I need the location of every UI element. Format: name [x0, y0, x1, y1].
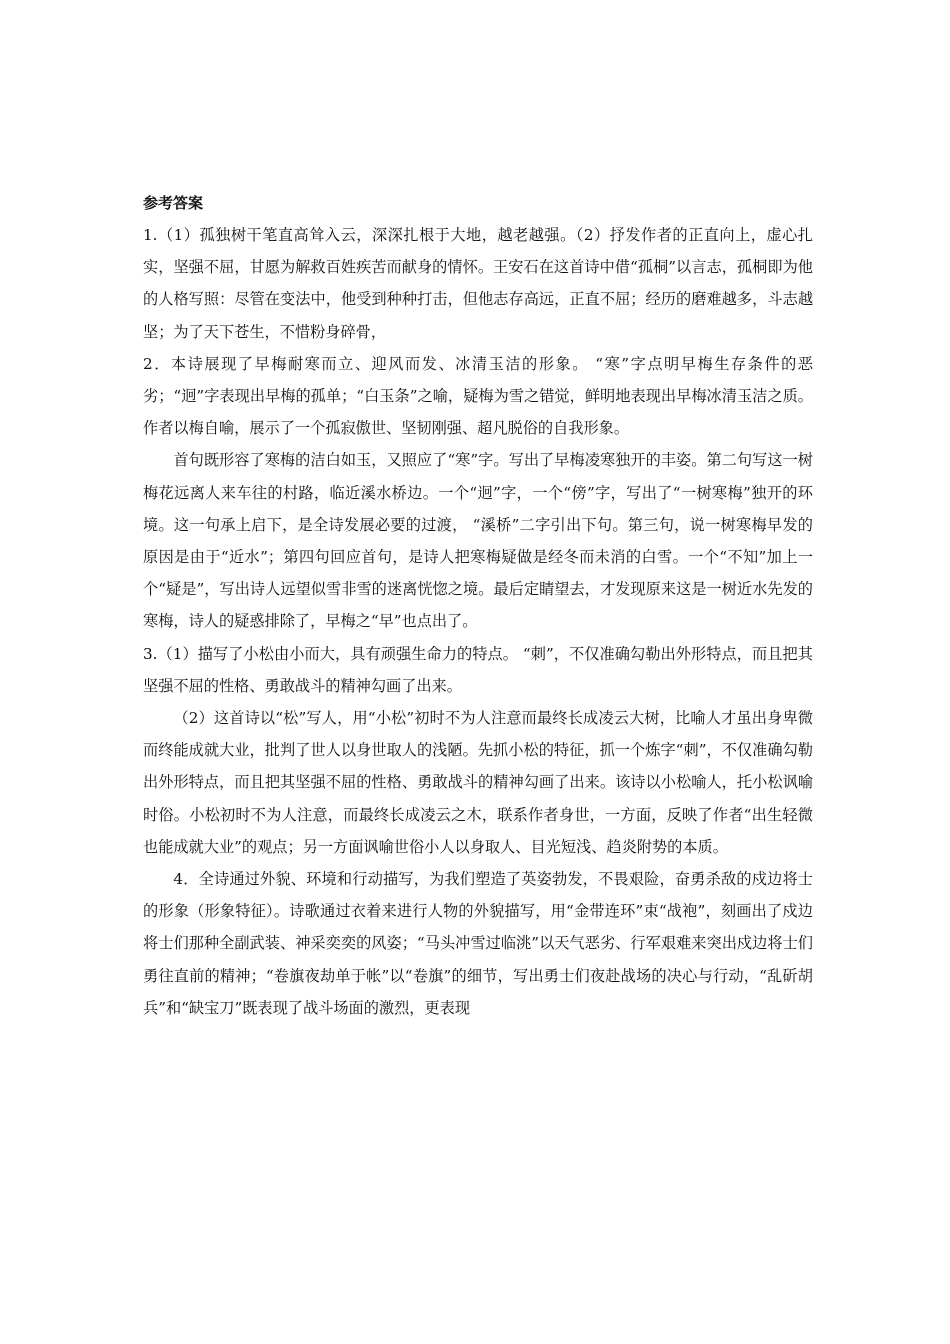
answer-2-analysis-paragraph: 首句既形容了寒梅的洁白如玉，又照应了“寒”字。写出了早梅凌寒独开的丰姿。第二句写这一树梅花远离人来车往的村路，临近溪水桥边。一个“迥”字，一个“傍”字，写出了“一树寒梅”独开的环境。这一句承上启下，是全诗发展必要的过渡， “溪桥”二字引出下句。第三句，说一树寒梅早发的原因是由于“近水”；第四句回应首句，是诗人把寒梅疑做是经冬而未消的白雪。一个“不知”加上一个“疑是”，写出诗人远望似雪非雪的迷离恍惚之境。最后定睛望去，才发现原来这是一树近水先发的寒梅，诗人的疑惑排除了，早梅之“早”也点出了。	[143, 451, 813, 631]
answer-2-paragraph: 2．本诗展现了早梅耐寒而立、迎风而发、冰清玉洁的形象。 “寒”字点明早梅生存条件的恶劣；“迥”字表现出早梅的孤单；“白玉条”之喻，疑梅为雪之错觉，鲜明地表现出早梅冰清玉洁之质。作者以梅自喻，展示了一个孤寂傲世、坚韧刚强、超凡脱俗的自我形象。	[143, 354, 813, 438]
section-heading: 参考答案	[143, 194, 204, 212]
answer-section	[143, 192, 813, 1024]
answer-3-paragraph: 3.（1）描写了小松由小而大，具有顽强生命力的特点。 “刺”，不仅准确勾勒出外形特点，而且把其坚强不屈的性格、勇敢战斗的精神勾画了出来。	[143, 644, 813, 695]
answer-1-paragraph: 1.（1）孤独树干笔直高耸入云，深深扎根于大地，越老越强。（2）抒发作者的正直向上，虚心扎实，坚强不屈，甘愿为解救百姓疾苦而献身的情怀。王安石在这首诗中借“孤桐”以言志，孤桐即为他的人格写照：尽管在变法中，他受到种种打击，但他志存高远，正直不屈；经历的磨难越多，斗志越坚；为了天下苍生，不惜粉身碎骨，	[143, 226, 813, 341]
answer-4-paragraph: 4．全诗通过外貌、环境和行动描写，为我们塑造了英姿勃发，不畏艰险，奋勇杀敌的戍边将士的形象（形象特征）。诗歌通过衣着来进行人物的外貌描写，用“金带连环”束“战袍”，刻画出了戍边将士们那种全副武装、神采奕奕的风姿；“马头冲雪过临洮”以天气恶劣、行军艰难来突出戍边将士们勇往直前的精神；“卷旗夜劫单于帐”以“卷旗”的细节，写出勇士们夜赴战场的决心与行动，“乱斫胡兵”和“缺宝刀”既表现了战斗场面的激烈，更表现	[143, 870, 813, 1017]
answer-3-part2-paragraph: （2）这首诗以“松”写人，用“小松”初时不为人注意而最终长成凌云大树，比喻人才虽出身卑微而终能成就大业，批判了世人以身世取人的浅陋。先抓小松的特征，抓一个炼字“刺”，不仅准确勾勒出外形特点，而且把其坚强不屈的性格、勇敢战斗的精神勾画了出来。该诗以小松喻人，托小松讽喻时俗。小松初时不为人注意，而最终长成凌云之木，联系作者身世，一方面，反映了作者“出生轻微也能成就大业”的观点；另一方面讽喻世俗小人以身取人、目光短浅、趋炎附势的本质。	[143, 709, 813, 856]
